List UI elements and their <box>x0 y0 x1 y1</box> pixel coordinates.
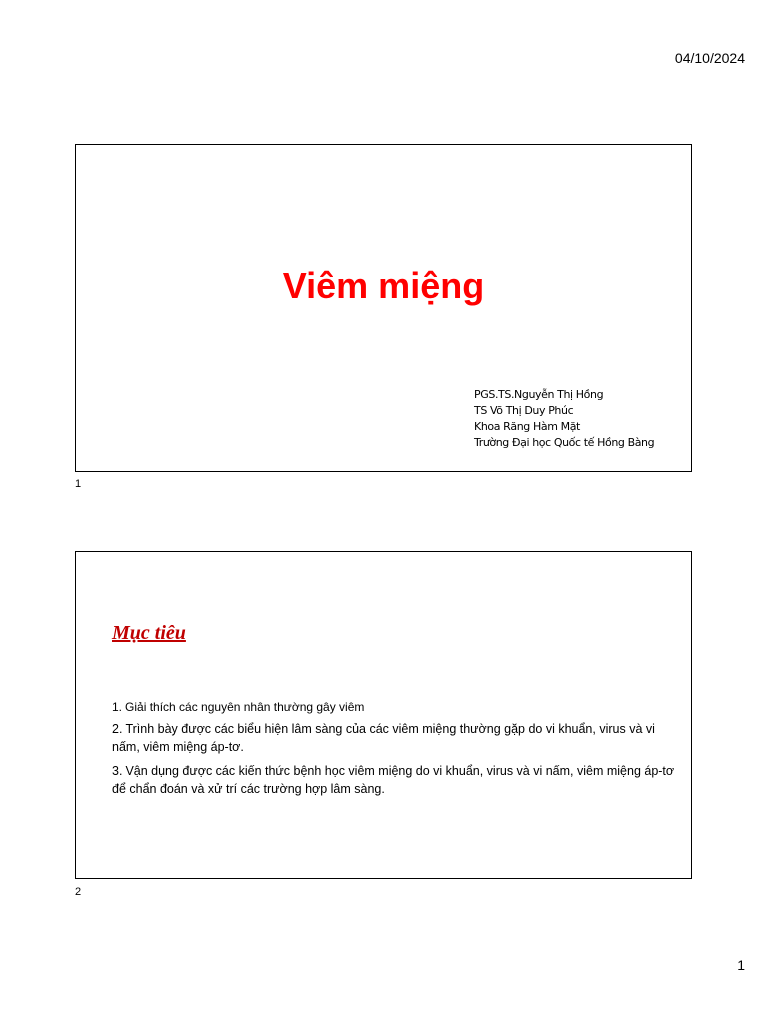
objective-item <box>112 698 677 716</box>
objective-text: Giải thích các nguyên nhân thường gây viêm <box>125 700 365 714</box>
slide-2 <box>75 551 692 879</box>
objective-item <box>112 720 677 756</box>
slide-number: 1 <box>75 478 82 490</box>
objective-number: 1. <box>112 700 123 714</box>
page-number: 1 <box>737 957 745 973</box>
author-line: PGS.TS.Nguyễn Thị Hồng <box>474 388 604 401</box>
objective-item <box>112 762 677 798</box>
slide-title: Viêm miệng <box>282 265 485 306</box>
objective-number: 3. <box>112 764 123 778</box>
author-line: Trường Đại học Quốc tế Hồng Bàng <box>474 436 655 449</box>
objectives-list <box>112 698 677 804</box>
objectives-heading: Mục tiêu <box>112 622 186 644</box>
author-line: Khoa Răng Hàm Mặt <box>474 420 580 433</box>
page-date: 04/10/2024 <box>674 50 745 66</box>
slide-1 <box>75 144 692 472</box>
author-line: TS Võ Thị Duy Phúc <box>474 404 574 417</box>
slide-number: 2 <box>75 886 82 898</box>
author-list <box>474 387 654 451</box>
objective-text: Vận dụng được các kiến thức bệnh học viêm miệng do vi khuẩn, virus và vi nấm, viêm miệng áp-tơ để chẩn đoán và xử trí các trường hợp lâm sàng. <box>112 764 675 796</box>
objective-number: 2. <box>112 722 123 736</box>
objective-text: Trình bày được các biểu hiện lâm sàng của các viêm miệng thường gặp do vi khuẩn, virus và vi nấm, viêm miệng áp-tơ. <box>112 722 655 754</box>
